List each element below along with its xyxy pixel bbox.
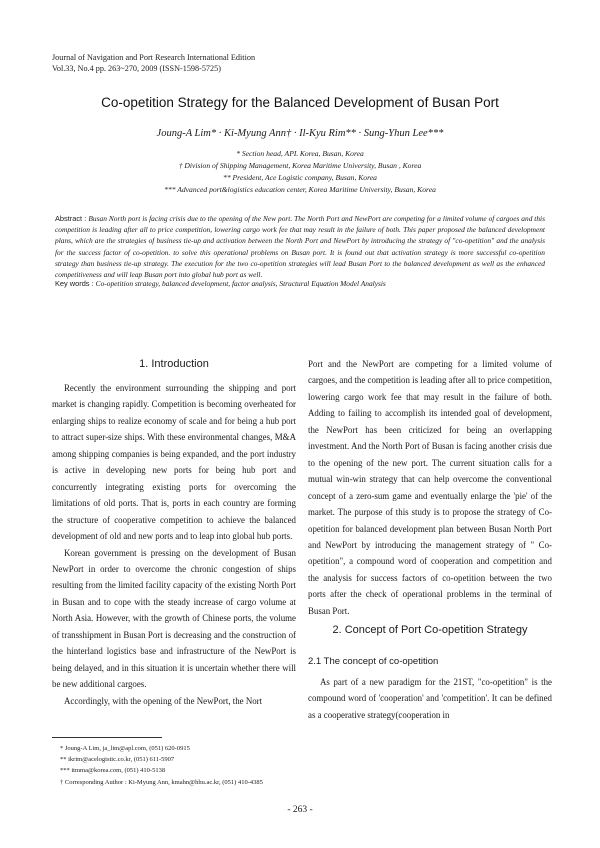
page-number: - 263 - — [287, 805, 313, 815]
body-paragraph: Korean government is pressing on the development of Busan NewPort in order to overcome the chronic congestion of ships resulting from the limited facility capacity of the existing North Port in Busan and to cope with the steady increase of cargo volume at North Asia. However, with the growth of Chinese ports, the volume of transshipment in Busan Port is decreasing and the construction of the hinterland logistics base and infrastructure of the NewPort is being delayed, and in this situation it is uncertain whether there will be new additional cargoes. — [52, 547, 296, 690]
keywords-text: Co-opetition strategy, balanced development, factor analysis, Structural Equation Model Analysis — [95, 279, 386, 288]
body-paragraph: Port and the NewPort are competing for a limited volume of cargoes, and the competition is leading after all to price competition, lowering cargo work fee that may result in the failure of both. Adding to failing to accomplish its intended goal of development, the NewPort has been criticized for being an overlapping investment. And the North Port of Busan is facing another crisis due to the opening of the new port. The current situation calls for a mutual win-win strategy that can help overcome the conventional concept of a zero-sum game and eventually enlarge the 'pie' of the market. The purpose of this study is to propose the strategy of Co-opetition for balanced development plan between Busan North Port and NewPort by introducing the management strategy of " Co-opetition", a compound word of cooperation and competition and the analysis for success factors of co-opetition between the two ports after the check of operational problems in the terminal of Busan Port. — [308, 359, 552, 616]
footnote: ** ikrim@acelogistic.co.kr, (051) 611-5907 — [60, 756, 175, 764]
author-list: Joung-A Lim* · Ki-Myung Ann† · Il-Kyu Rim** · Sung-Yhun Lee*** — [156, 128, 444, 139]
abstract — [55, 213, 545, 280]
affiliation: * Section head, APL Korea, Busan, Korea — [236, 149, 364, 158]
left-column — [52, 380, 296, 709]
paper-title: Co-opetition Strategy for the Balanced Development of Busan Port — [101, 95, 499, 110]
affiliation: *** Advanced port&logistics education center, Korea Maritime University, Busan, Korea — [164, 185, 436, 194]
affiliations — [0, 148, 600, 196]
journal-volume: Vol.33, No.4 pp. 263~270, 2009 (ISSN-1598-5725) — [52, 64, 221, 73]
body-paragraph: Recently the environment surrounding the shipping and port market is changing rapidly. Competition is becoming overheated for enlarging ships to realize economy of scale and for being a hub port to attract super-size ships. With these environmental changes, M&A among shipping companies is being expanded, and the port industry is active in developing new ports for being hub port and concurrently integrating existing ports for overcoming the limitations of old ports. That is, ports in each country are forming the structure of cooperative competition to achieve the balanced development of old and new ports and to leap into global hub ports. — [52, 383, 296, 542]
affiliation: ** President, Ace Logistic company, Busan, Korea — [223, 173, 377, 182]
right-column-continued — [308, 674, 552, 723]
body-paragraph: Accordingly, with the opening of the NewPort, the Nort — [64, 695, 263, 706]
right-column — [308, 356, 552, 619]
section-heading-concept: 2. Concept of Port Co-opetition Strategy — [332, 624, 528, 636]
footnote-rule — [52, 737, 162, 738]
abstract-label: Abstract : — [55, 214, 89, 223]
keywords — [55, 278, 545, 289]
abstract-text: Busan North port is facing crisis due to the opening of the New port. The North Port and NewPort are competing for a limited volume of cargoes and this competition is leading after all to price competition, lowering cargo work fee that may result in the failure of both. This paper proposed the balanced development plans, which are the strategies of business tie-up and activation between the North Port and NewPort by introducing the strategy of "co-opetition" and the analysis for the success factor of co-opetition. to solve this operational problems on Busan port. It is found out that activation strategy is more successful co-opetition strategy than business tie-up strategy. The execution for the two co-opetition strategies will lead Busan Port to the balanced development as well as the enhanced competitiveness and will leap Busan port into global hub port as well. — [55, 214, 545, 280]
journal-name: Journal of Navigation and Port Research International Edition — [52, 53, 256, 62]
section-heading-introduction: 1. Introduction — [139, 358, 209, 370]
keywords-label: Key words : — [55, 279, 96, 288]
subsection-heading: 2.1 The concept of co-opetition — [308, 656, 439, 667]
body-paragraph: As part of a new paradigm for the 21ST, "co-opetition" is the compound word of 'cooperation' and 'competition'. It can be defined as a cooperative strategy(cooperation in — [308, 677, 552, 720]
footnote: *** itmma@korea.com, (051) 410-5138 — [60, 767, 166, 775]
affiliation: † Division of Shipping Management, Korea Maritime University, Busan , Korea — [178, 161, 422, 170]
footnote: † Corresponding Author : Ki-Myung Ann, kmahn@hhu.ac.kr, (051) 410-4385 — [60, 778, 263, 786]
footnotes — [60, 743, 263, 788]
journal-header — [52, 52, 255, 74]
footnote: * Joung-A Lim, ja_lim@apl.com, (051) 620-0915 — [60, 745, 190, 752]
